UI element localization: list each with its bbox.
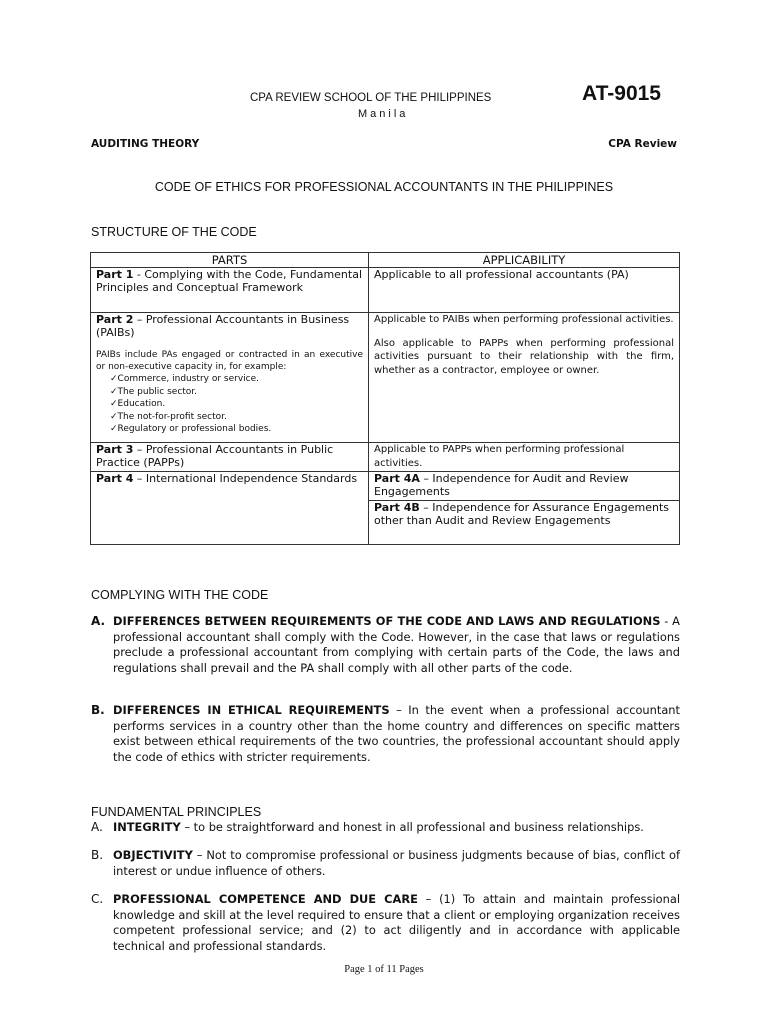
table-row [91,268,680,313]
fundamental-heading: FUNDAMENTAL PRINCIPLES [91,805,262,819]
structure-heading: STRUCTURE OF THE CODE [91,225,257,239]
part-label: Part 1 [96,268,134,281]
subject-label: AUDITING THEORY [91,138,200,150]
item-text: – to be straightforward and honest in all professional and business relationships. [180,820,644,834]
table-header-row [91,253,680,268]
check-icon: ✓ [110,386,118,397]
part-cell [91,268,369,313]
complying-item-a [91,614,680,676]
part-cell [91,313,369,443]
part-description: Professional Accountants in Public Practice (PAPPs) [96,443,334,469]
item-letter: A. [91,614,106,628]
list-item: ✓The not-for-profit sector. [110,411,227,422]
page-footer: Page 1 of 11 Pages [344,964,424,975]
part-heading [96,313,363,339]
header-parts: PARTS [91,253,369,268]
part-cell [91,443,369,472]
list-item: ✓Regulatory or professional bodies. [110,424,272,434]
applicability-cell [369,313,680,443]
part-label: Part 3 [96,443,134,456]
item-heading: INTEGRITY [113,820,181,834]
table-row [91,472,680,501]
applicability-cell: Applicable to all professional accountants (PA) [369,268,680,313]
part-description: International Independence Standards [145,472,358,485]
applicability-cell: Part 4B – Independence for Assurance Engagements other than Audit and Review Engagements [369,501,680,545]
item-heading: DIFFERENCES IN ETHICAL REQUIREMENTS [113,703,390,717]
item-letter: B. [91,703,105,717]
check-icon: ✓ [110,411,118,422]
applicability-text: Also applicable to PAPPs when performing professional activities pursuant to their relationship with the firm, whether as a contractor, employee or owner. [374,337,674,376]
item-text: - A professional accountant shall comply with the Code. However, in the case that laws or regulations preclude a professional accountant from complying with certain parts of the Code, the laws and regulations shall prevail and the PA shall comply with all other parts of the code. [113,614,680,675]
principle-c [91,892,680,954]
part-cell [91,472,369,545]
list-item: ✓Commerce, industry or service. [110,374,260,384]
table-row [91,443,680,472]
structure-table [90,252,680,545]
table-row [91,313,680,443]
review-label: CPA Review [608,138,677,150]
school-city: Manila [358,108,409,120]
principle-a [91,820,680,836]
part-description: Complying with the Code, Fundamental Principles and Conceptual Framework [96,268,363,294]
item-heading: PROFESSIONAL COMPETENCE AND DUE CARE [113,892,418,906]
part-separator: – [133,443,146,456]
item-letter: B. [91,848,104,862]
part-separator: - [133,268,145,281]
part-label: Part 4 [96,472,134,485]
document-title: CODE OF ETHICS FOR PROFESSIONAL ACCOUNTANTS IN THE PHILIPPINES [154,180,614,194]
item-text: – Not to compromise professional or business judgments because of bias, conflict of interest or undue influence of others. [113,848,680,878]
check-icon: ✓ [110,424,118,434]
complying-item-b [91,703,680,765]
part-description: Independence for Audit and Review Engagements [374,472,629,498]
part-separator: – [133,313,146,326]
check-icon: ✓ [110,399,118,409]
list-item: ✓Education. [110,399,166,409]
applicability-cell: Applicable to PAPPs when performing professional activities. [369,443,680,472]
header-applicability: APPLICABILITY [369,253,680,268]
item-heading: OBJECTIVITY [113,848,193,862]
item-letter: C. [91,892,104,906]
item-letter: A. [91,820,103,834]
check-icon: ✓ [110,374,118,384]
part-label: Part 4A [374,472,420,485]
paib-note: PAIBs include PAs engaged or contracted in an executive or non-executive capacity in, for example: [96,350,363,372]
item-text: – In the event when a professional accountant performs services in a country other than the home country and differences on specific matters exist between ethical requirements of the two countries, the professional accountant should apply the code of ethics with stricter requirements. [113,703,680,764]
part-description: Independence for Assurance Engagements other than Audit and Review Engagements [374,501,669,527]
complying-heading: COMPLYING WITH THE CODE [91,588,269,602]
document-code: AT-9015 [582,82,661,105]
applicability-text: Applicable to PAIBs when performing professional activities. [374,314,674,325]
part-separator: – [133,472,146,485]
part-label: Part 2 [96,313,134,326]
list-item: ✓The public sector. [110,386,198,397]
part-description: Professional Accountants in Business (PAIBs) [96,313,350,339]
principle-b [91,848,680,879]
school-name: CPA REVIEW SCHOOL OF THE PHILIPPINES [250,92,492,104]
item-text: – (1) To attain and maintain professional knowledge and skill at the level required to ensure that a client or employing organization receives competent professional service; and (2) to act diligently and in accordance with applicable technical and professional standards. [113,892,680,953]
part-label: Part 4B [374,501,420,514]
applicability-cell: Part 4A – Independence for Audit and Review Engagements [369,472,680,501]
item-heading: DIFFERENCES BETWEEN REQUIREMENTS OF THE CODE AND LAWS AND REGULATIONS [113,614,661,628]
